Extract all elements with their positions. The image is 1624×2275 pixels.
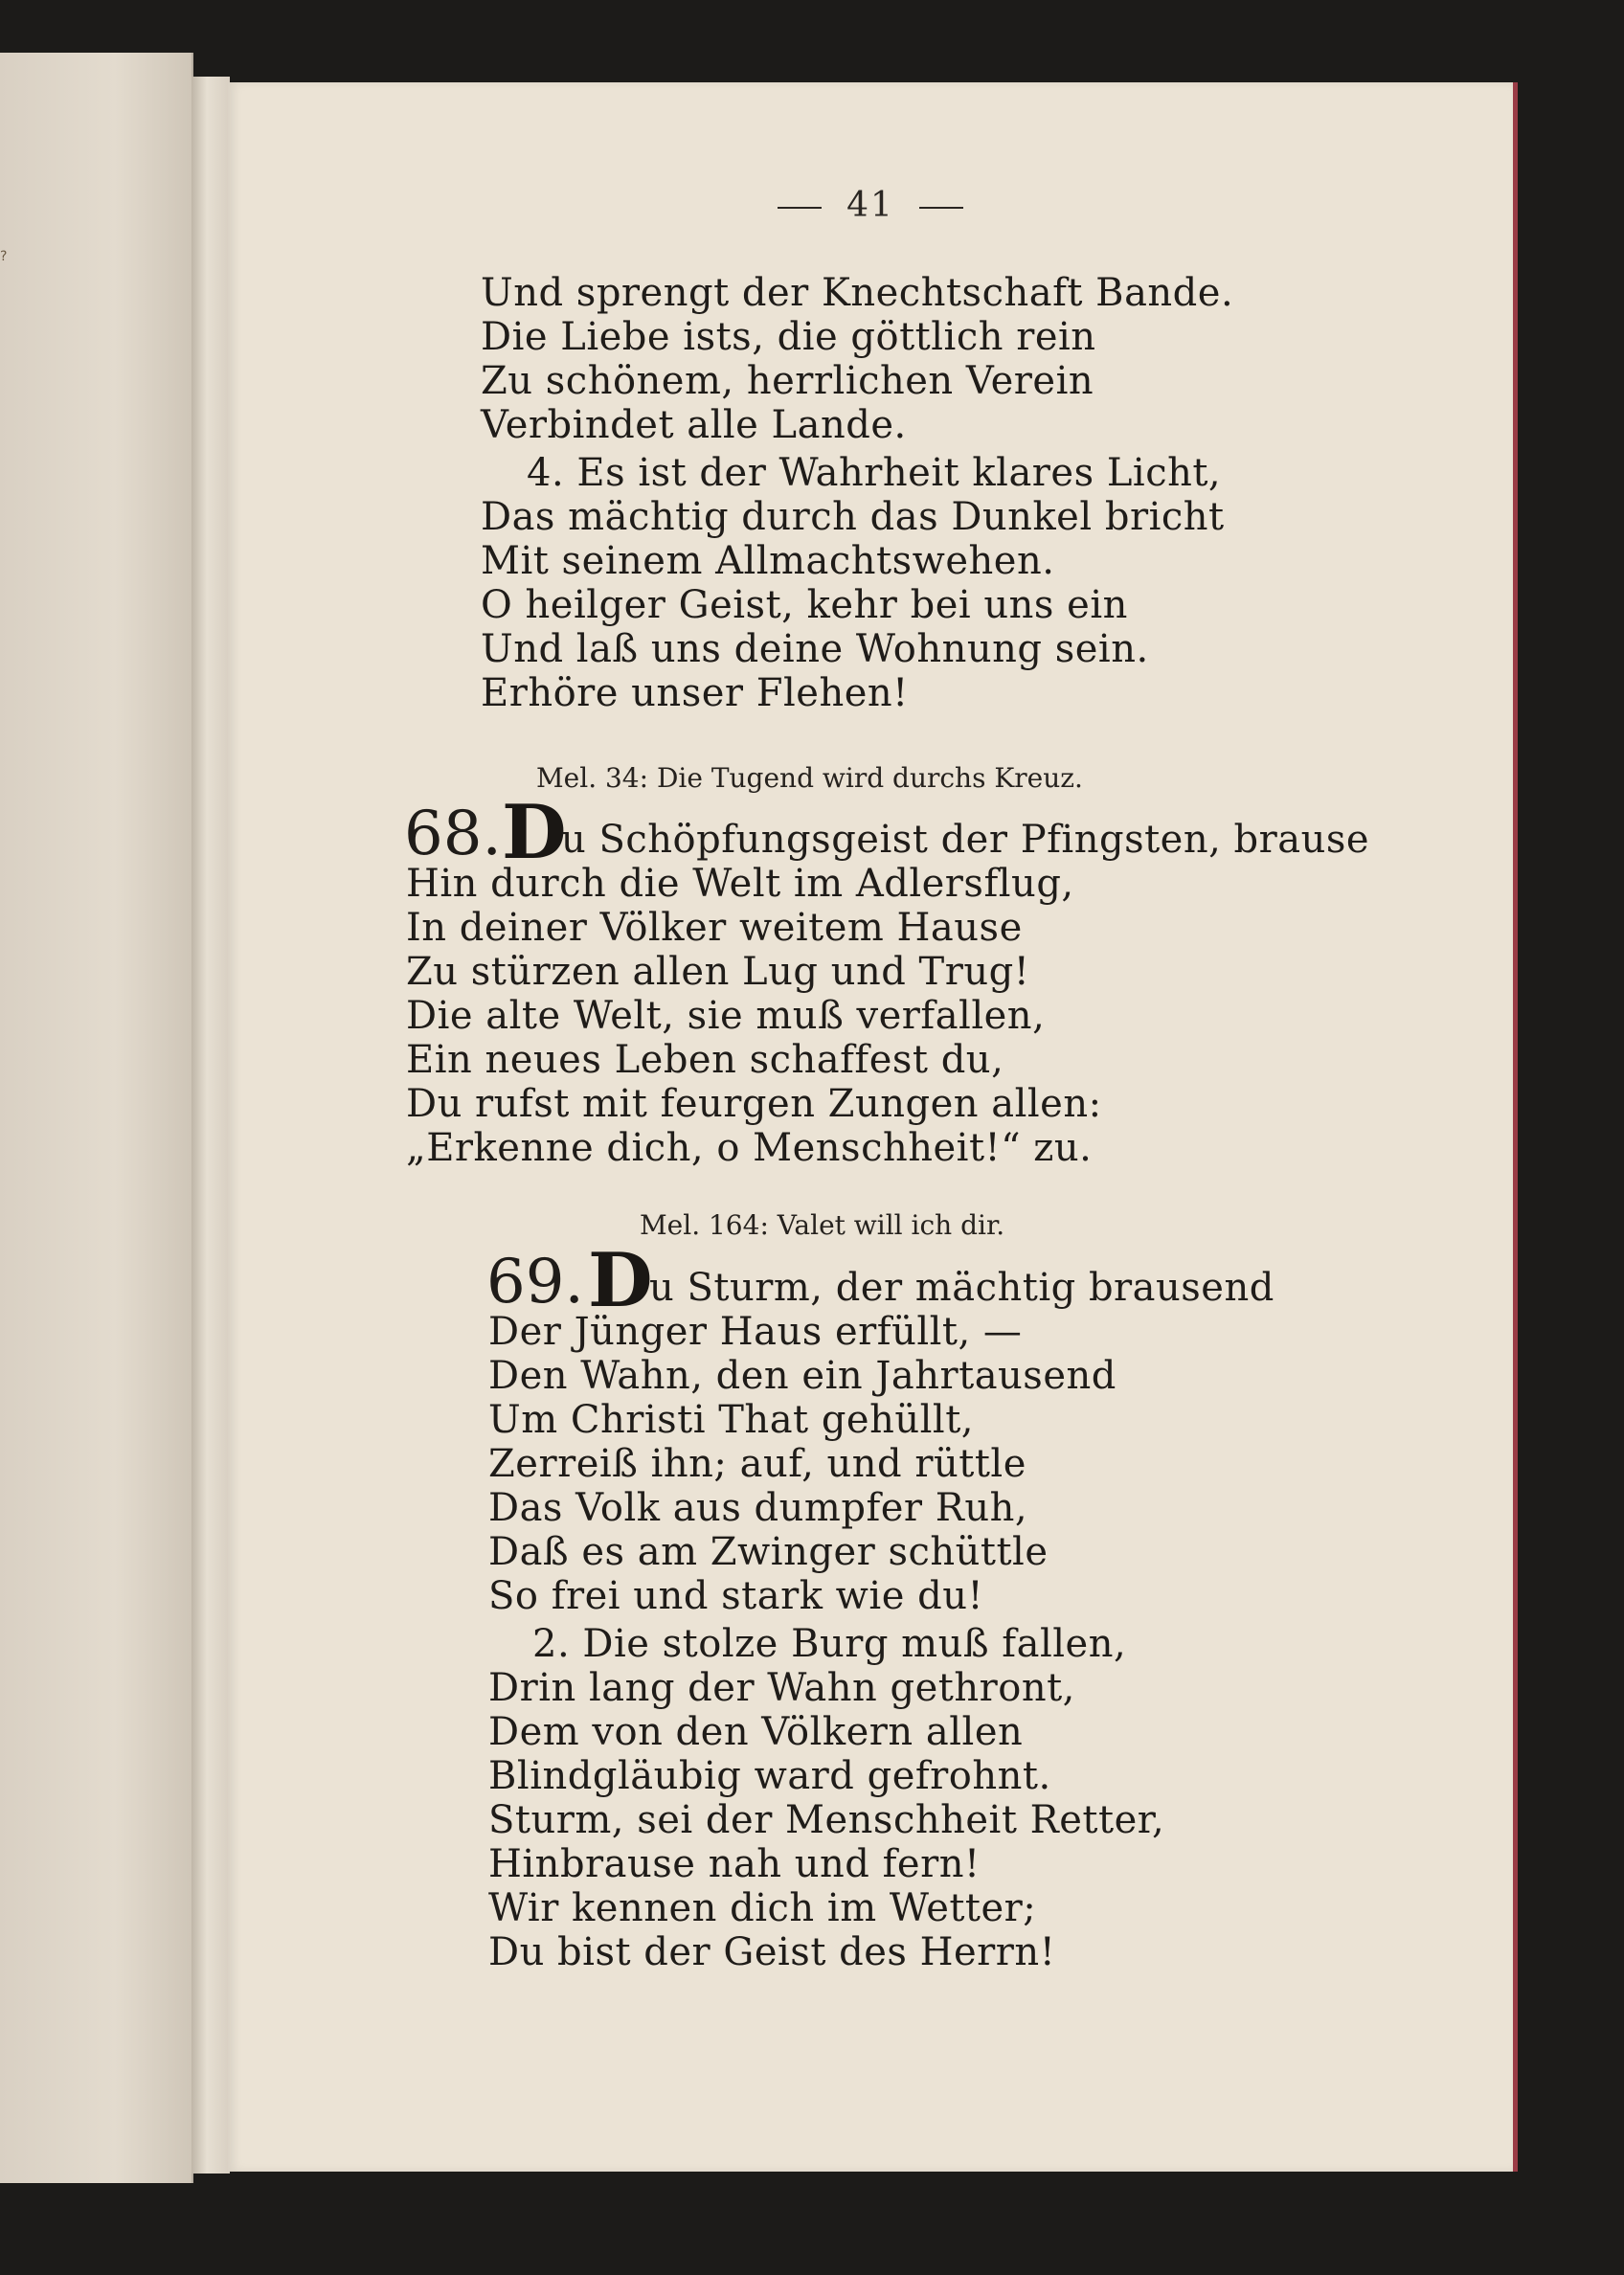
hymn-number: 68. [404, 799, 502, 869]
verse-line: Verbindet alle Lande. [481, 403, 907, 447]
verse-line: Und laß uns deine Wohnung sein. [481, 627, 1149, 671]
verse-line: Zu stürzen allen Lug und Trug! [406, 950, 1030, 994]
hymn-number: 69. [486, 1247, 584, 1318]
page-number: 41 [846, 186, 894, 225]
drop-initial: D [502, 789, 567, 876]
verse-line: Das mächtig durch das Dunkel bricht [481, 495, 1225, 539]
verse-line: Daß es am Zwinger schüttle [488, 1530, 1049, 1574]
verse-line: Dem von den Völkern allen [488, 1710, 1024, 1754]
verse-line: Zerreiß ihn; auf, und rüttle [488, 1442, 1026, 1486]
verse-line: Den Wahn, den ein Jahrtausend [488, 1354, 1116, 1398]
header-dash-right [919, 207, 963, 209]
verse-line: Erhöre unser Flehen! [481, 671, 909, 715]
verse-line: Hinbrause nah und fern! [488, 1842, 981, 1886]
verse-line: Das Volk aus dumpfer Ruh, [488, 1486, 1028, 1530]
verse-line: So frei und stark wie du! [488, 1574, 984, 1618]
verse-line: Der Jünger Haus erfüllt, — [488, 1310, 1023, 1354]
verse-line: Ein neues Leben schaffest du, [406, 1038, 1004, 1082]
book-gutter [192, 77, 230, 2174]
left-page [0, 53, 193, 2183]
header-dash-left [778, 207, 822, 209]
drop-initial: D [588, 1237, 653, 1324]
verse-line: Blindgläubig ward gefrohnt. [488, 1754, 1051, 1798]
verse-line: Wir kennen dich im Wetter; [488, 1886, 1037, 1930]
melody-reference: Mel. 34: Die Tugend wird durchs Kreuz. [536, 762, 1083, 794]
verse-line: Hin durch die Welt im Adlersflug, [406, 862, 1074, 906]
left-page-edge-mark: ? [0, 249, 8, 264]
verse-line: u Sturm, der mächtig brausend [649, 1266, 1274, 1310]
verse-line: 2. Die stolze Burg muß fallen, [532, 1622, 1127, 1666]
verse-line: „Erkenne dich, o Menschheit!“ zu. [406, 1126, 1093, 1170]
verse-line: Mit seinem Allmachtswehen. [481, 539, 1055, 583]
verse-line: Die Liebe ists, die göttlich rein [481, 315, 1096, 359]
verse-line: Drin lang der Wahn gethront, [488, 1666, 1075, 1710]
melody-reference: Mel. 164: Valet will ich dir. [640, 1209, 1005, 1241]
verse-line: Du bist der Geist des Herrn! [488, 1930, 1056, 1974]
verse-line: Sturm, sei der Menschheit Retter, [488, 1798, 1165, 1842]
page-number-header [228, 186, 1513, 225]
verse-line: Du rufst mit feurgen Zungen allen: [406, 1082, 1102, 1126]
verse-line: Die alte Welt, sie muß verfallen, [406, 994, 1046, 1038]
right-page [228, 82, 1518, 2172]
verse-line: 4. Es ist der Wahrheit klares Licht, [527, 451, 1222, 495]
verse-line: Zu schönem, herrlichen Verein [481, 359, 1094, 403]
verse-line: u Schöpfungsgeist der Pfingsten, brause [561, 818, 1370, 862]
verse-line: O heilger Geist, kehr bei uns ein [481, 583, 1128, 627]
verse-line: Und sprengt der Knechtschaft Bande. [481, 271, 1234, 315]
verse-line: Um Christi That gehüllt, [488, 1398, 974, 1442]
verse-line: In deiner Völker weitem Hause [406, 906, 1023, 950]
